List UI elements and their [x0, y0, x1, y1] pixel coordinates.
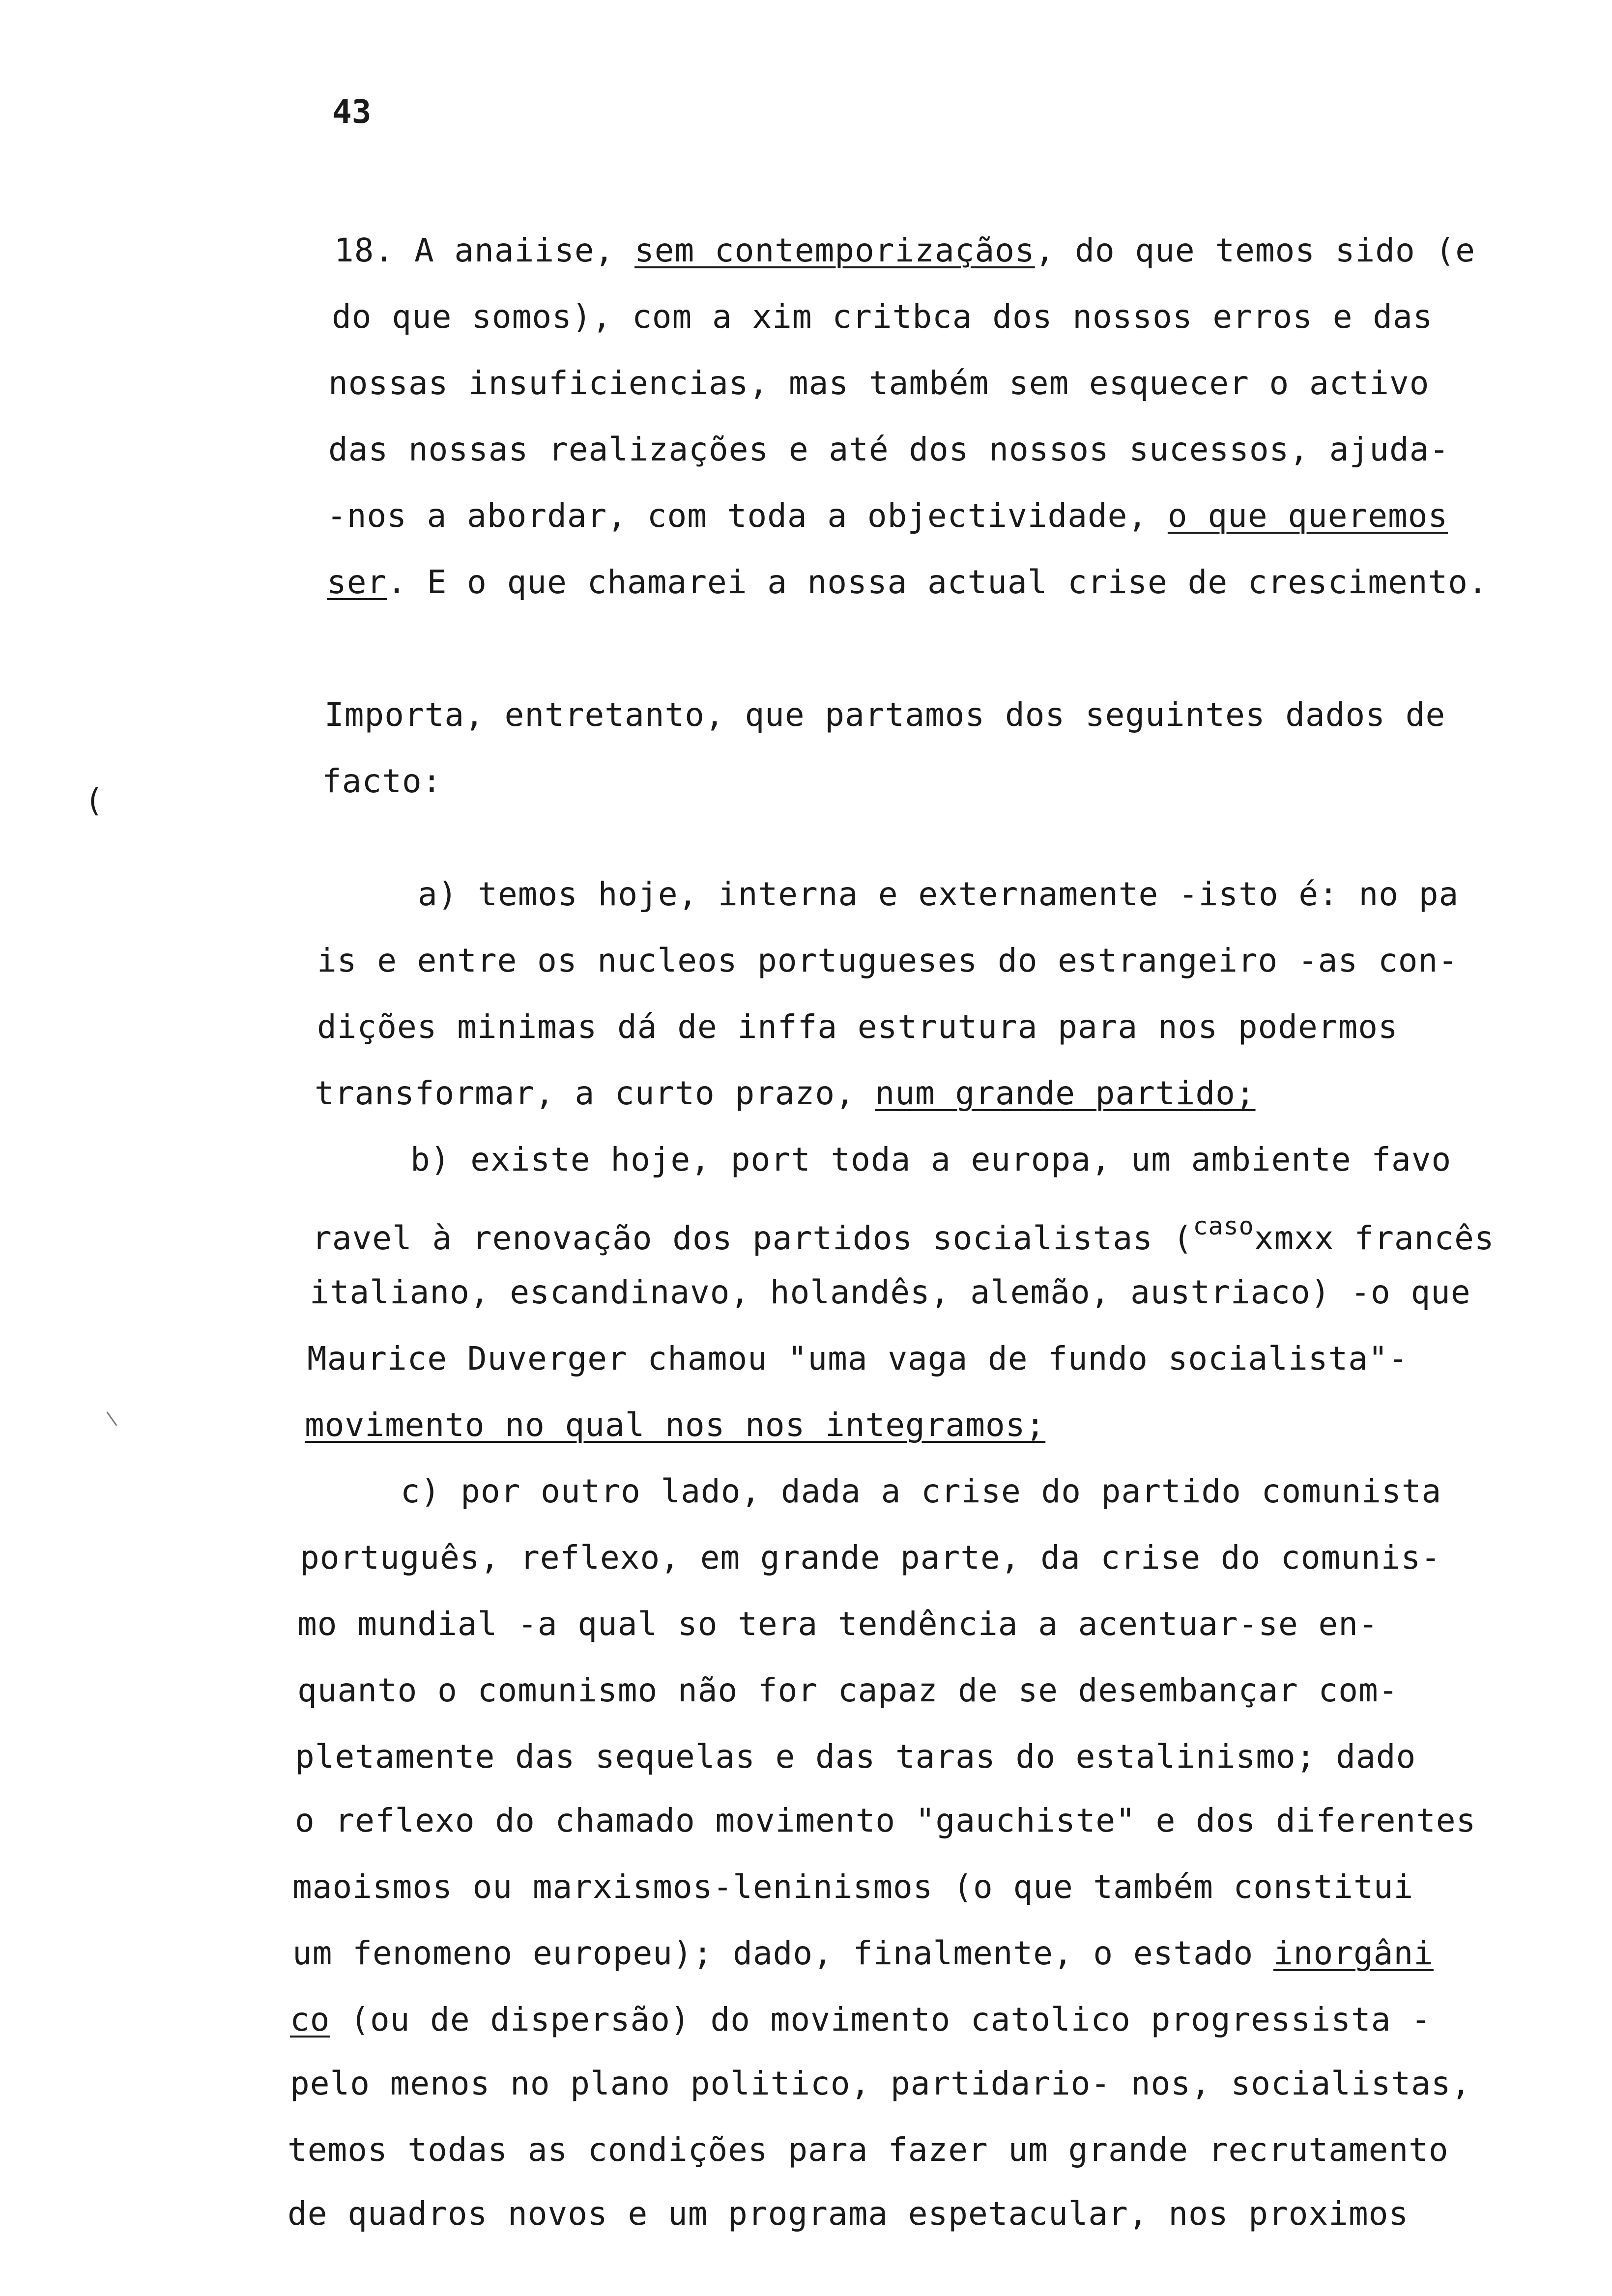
underlined-phrase: num grande partido;	[875, 1074, 1256, 1112]
margin-tick	[107, 1411, 117, 1426]
item-c-line-10: pelo menos no plano politico, partidario- nos, socialistas,	[290, 2065, 1471, 2102]
item-a-line-2: is e entre os nucleos portugueses do estrangeiro -as con-	[317, 942, 1458, 979]
item-b-line-3: italiano, escandinavo, holandês, alemão, austriaco) -o que	[310, 1273, 1471, 1311]
underlined-phrase: sem contemporizaçãos	[634, 231, 1035, 269]
item-b-line-2	[312, 1206, 1495, 1258]
paragraph-18-line-3: nossas insuficiencias, mas também sem esquecer o activo	[328, 364, 1430, 402]
paragraph-18-line-1	[334, 231, 1475, 270]
text-run: um fenomeno europeu); dado, finalmente, o estado	[292, 1934, 1274, 1972]
item-a-line-3: dições minimas dá de inffa estrutura para nos podermos	[317, 1008, 1398, 1046]
item-b-line-4: Maurice Duverger chamou "uma vaga de fundo socialista"-	[307, 1340, 1409, 1378]
text-run: transformar, a curto prazo,	[315, 1074, 875, 1112]
item-a-line-4	[315, 1074, 1256, 1113]
text-run: xmxx francês	[1254, 1219, 1495, 1257]
paragraph-18-line-5	[327, 496, 1448, 536]
underlined-phrase: movimento no qual nos nos integramos;	[305, 1406, 1046, 1444]
underlined-phrase: inorgâni	[1273, 1934, 1434, 1972]
margin-mark: (	[85, 783, 104, 819]
page-number: 43	[332, 93, 372, 131]
text-run: . E o que chamarei a nossa actual crise de crescimento.	[387, 563, 1488, 601]
text-run: -nos a abordar, com toda a objectividade,	[327, 497, 1168, 535]
item-c-line-1: c) por outro lado, dada a crise do partido comunista	[401, 1472, 1442, 1510]
item-a-line-1: a) temos hoje, interna e externamente -isto é: no pa	[418, 875, 1459, 913]
item-c-line-7: maoismos ou marxismos-leninismos (o que também constitui	[292, 1868, 1414, 1906]
text-run: , do que temos sido (e	[1035, 231, 1475, 269]
item-c-line-11: temos todas as condições para fazer um grande recrutamento	[288, 2131, 1449, 2169]
underlined-phrase: o que queremos	[1167, 497, 1448, 535]
intro-line-1: Importa, entretanto, que partamos dos seguintes dados de	[324, 696, 1446, 734]
item-c-line-8	[292, 1934, 1434, 1973]
item-b-line-1: b) existe hoje, port toda a europa, um ambiente favo	[410, 1141, 1452, 1178]
item-c-line-12: de quadros novos e um programa espetacular, nos proximos	[288, 2195, 1409, 2233]
paragraph-18-line-6	[327, 563, 1488, 602]
item-c-line-6: o reflexo do chamado movimento "gauchiste" e dos diferentes	[295, 1802, 1476, 1839]
intro-line-2: facto:	[322, 762, 442, 800]
paragraph-18-line-2: do que somos), com a xim critbca dos nossos erros e das	[332, 298, 1433, 336]
text-run: ravel à renovação dos partidos socialistas (	[312, 1219, 1193, 1257]
item-b-line-5	[305, 1406, 1045, 1445]
item-c-line-4: quanto o comunismo não for capaz de se desembançar com-	[297, 1671, 1399, 1709]
superscript-insertion: caso	[1193, 1212, 1254, 1240]
item-c-line-9	[290, 2000, 1431, 2039]
paragraph-18-line-4: das nossas realizações e até dos nossos sucessos, ajuda-	[328, 430, 1450, 468]
text-run: 18. A anaiise,	[334, 231, 635, 269]
underlined-phrase: co	[290, 2001, 330, 2038]
item-c-line-2: português, reflexo, em grande parte, da crise do comunis-	[300, 1539, 1441, 1577]
item-c-line-3: mo mundial -a qual so tera tendência a acentuar-se en-	[297, 1605, 1379, 1643]
text-run: (ou de dispersão) do movimento catolico progressista -	[330, 2001, 1431, 2038]
underlined-phrase: ser	[327, 563, 387, 601]
item-c-line-5: pletamente das sequelas e das taras do estalinismo; dado	[295, 1738, 1416, 1776]
